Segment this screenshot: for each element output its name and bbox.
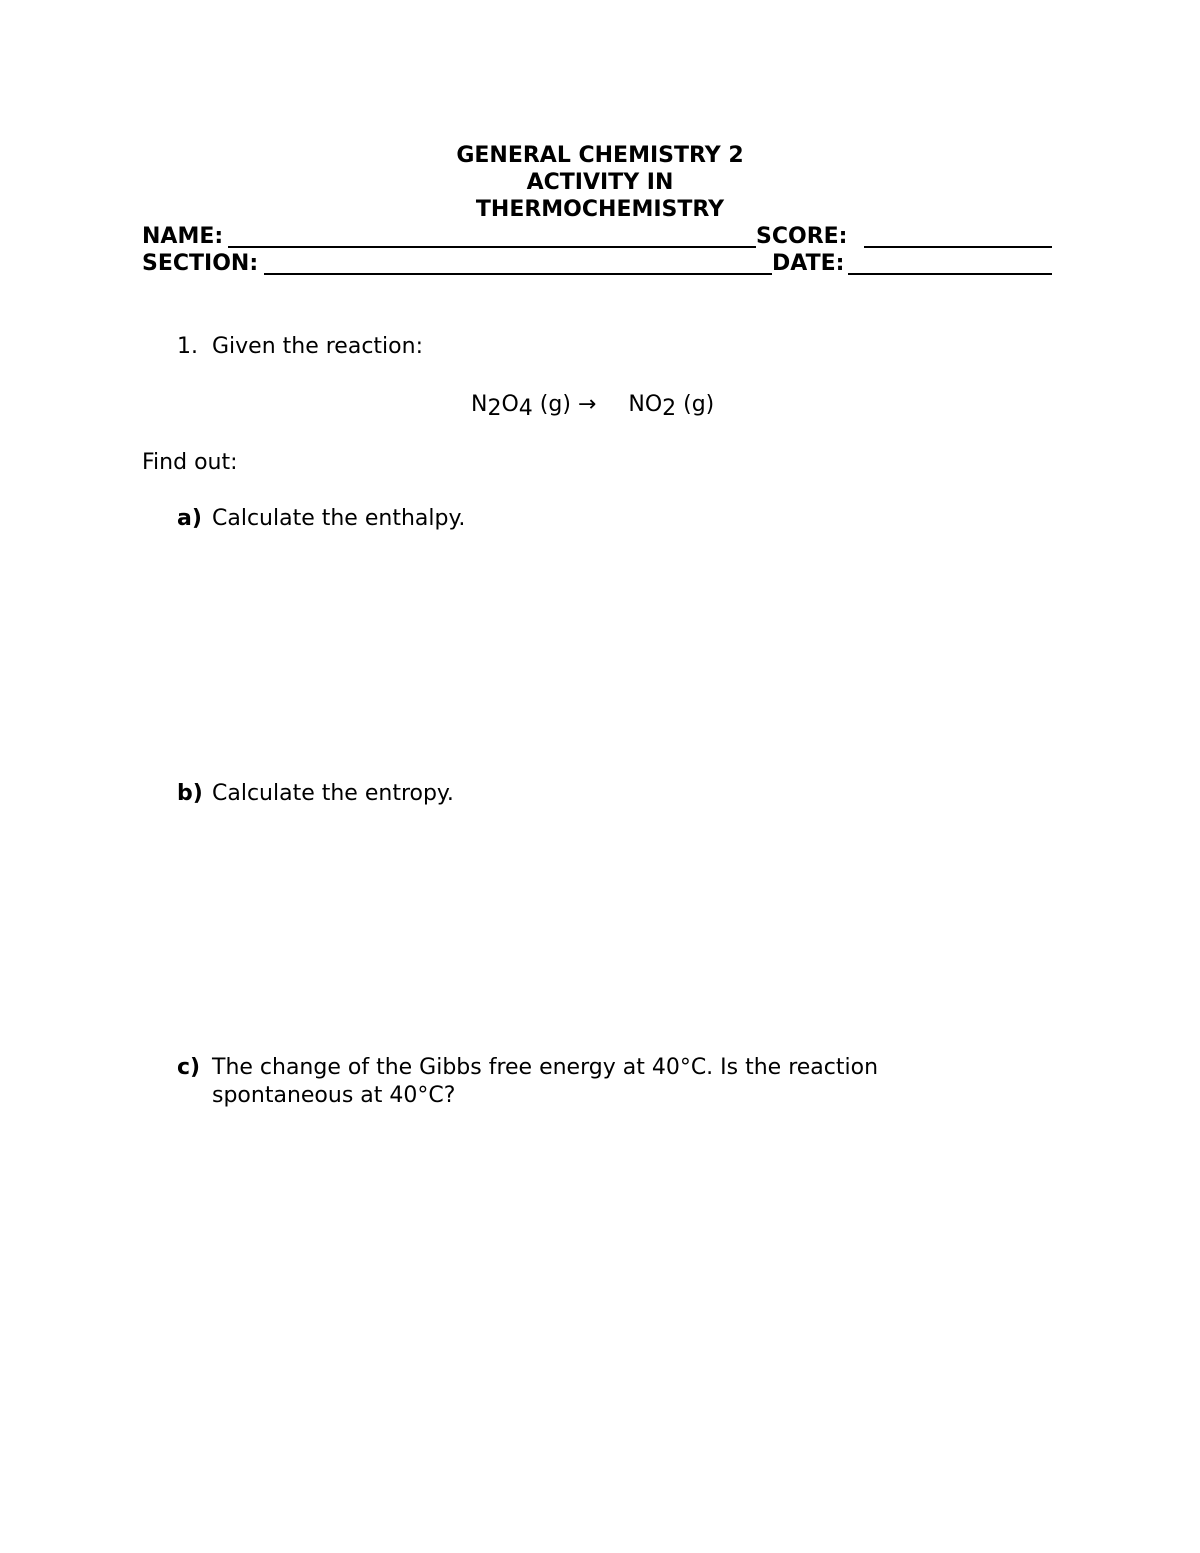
date-label: DATE: xyxy=(772,251,845,276)
question-text: Given the reaction: xyxy=(212,334,423,359)
title-line-3: THERMOCHEMISTRY xyxy=(475,197,725,222)
reactant-state: (g) → xyxy=(532,392,597,417)
part-a-label: a) xyxy=(177,506,202,531)
date-field[interactable] xyxy=(848,273,1052,275)
score-label: SCORE: xyxy=(756,224,848,249)
reactant-n: N xyxy=(471,392,488,417)
product: NO xyxy=(628,392,663,417)
part-c-label: c) xyxy=(177,1055,201,1080)
section-label: SECTION: xyxy=(142,251,259,276)
product-state: (g) xyxy=(676,392,715,417)
reaction-equation xyxy=(471,392,715,421)
reactant-o-subscript: 4 xyxy=(518,396,533,421)
score-field[interactable] xyxy=(864,246,1052,248)
reactant-n-subscript: 2 xyxy=(487,396,502,421)
question-number: 1. xyxy=(177,334,198,359)
part-a-text: Calculate the enthalpy. xyxy=(212,506,466,531)
name-label: NAME: xyxy=(142,224,224,249)
title-line-2: ACTIVITY IN xyxy=(526,170,674,195)
reactant-o: O xyxy=(501,392,519,417)
part-b-label: b) xyxy=(177,781,203,806)
part-c-text-line-1: The change of the Gibbs free energy at 40°C. Is the reaction xyxy=(212,1055,879,1080)
name-score-row xyxy=(142,224,1052,252)
section-date-row xyxy=(142,251,1052,279)
part-c-text-line-2: spontaneous at 40°C? xyxy=(212,1083,456,1108)
part-b-text: Calculate the entropy. xyxy=(212,781,454,806)
title-line-1: GENERAL CHEMISTRY 2 xyxy=(456,143,744,168)
product-subscript: 2 xyxy=(662,396,677,421)
section-field[interactable] xyxy=(264,273,772,275)
name-field[interactable] xyxy=(228,246,756,248)
find-out-label: Find out: xyxy=(142,450,238,475)
